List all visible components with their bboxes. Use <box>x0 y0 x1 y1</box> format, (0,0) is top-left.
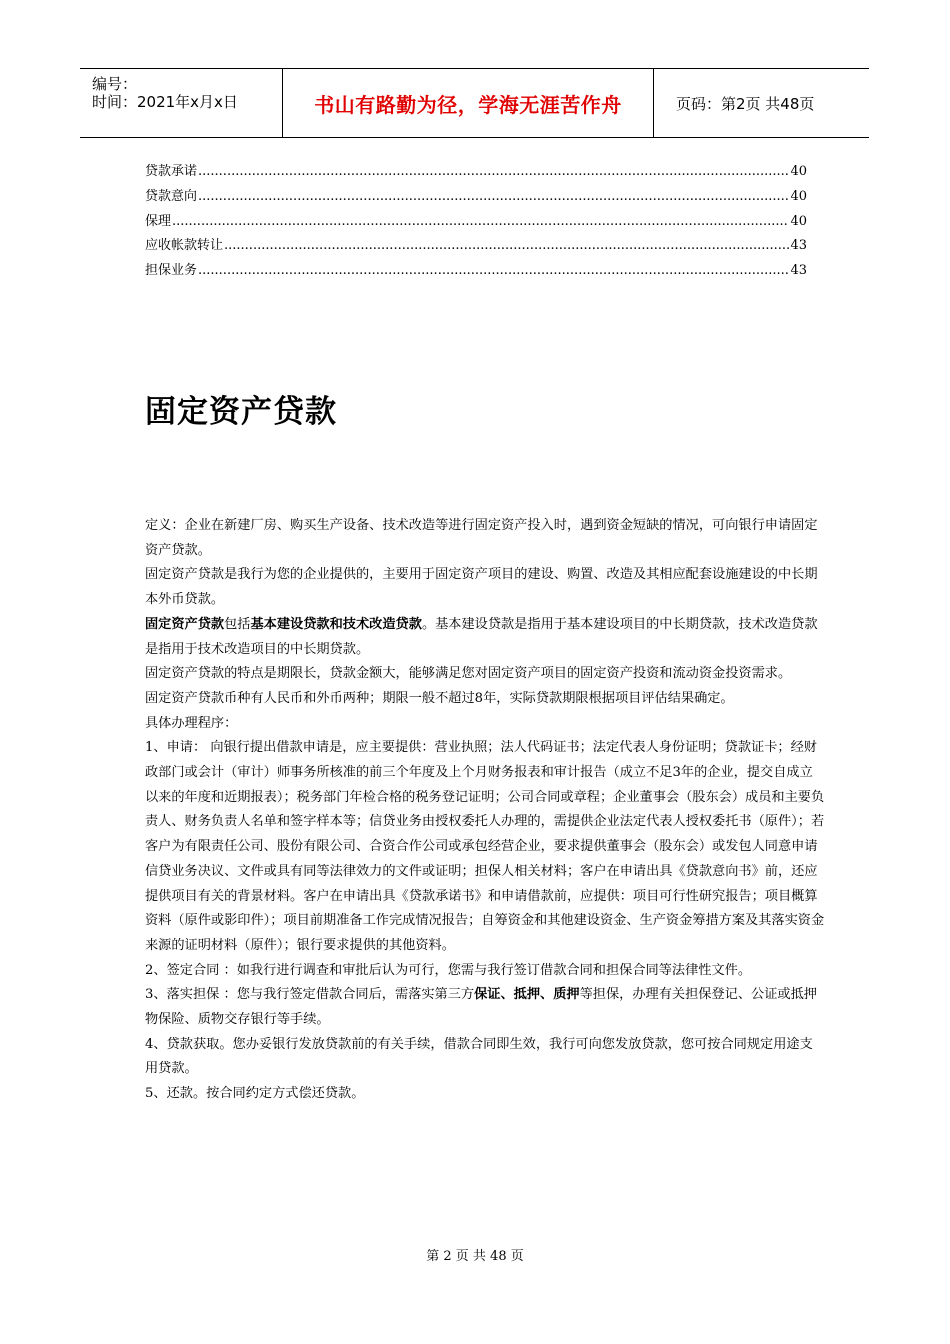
toc-leader <box>198 164 789 179</box>
bold-term: 保证、抵押、质押 <box>474 987 580 1003</box>
procedure-heading: 具体办理程序： <box>145 715 238 731</box>
date-label: 时间：2021年x月x日 <box>92 93 238 111</box>
toc-entry[interactable] <box>145 185 807 210</box>
bold-term: 基本建设贷款和技术改造贷款 <box>250 616 422 632</box>
toc-entry-page: 40 <box>790 164 807 179</box>
table-of-contents <box>145 160 807 284</box>
step-disbursement: 4、贷款获取。您办妥银行发放贷款前的有关手续，借款合同即生效，我行可向您发放贷款，您可按合同规定用途支用贷款。 <box>145 1036 813 1077</box>
description-paragraph: 固定资产贷款是我行为您的企业提供的，主要用于固定资产项目的建设、购置、改造及其相应配套设施建设的中长期本外币贷款。 <box>145 567 818 608</box>
definition-paragraph: 定义：企业在新建厂房、购买生产设备、技术改造等进行固定资产投入时，遇到资金短缺的情况，可向银行申请固定资产贷款。 <box>145 518 818 558</box>
toc-entry-page: 40 <box>790 213 807 229</box>
currency-paragraph: 固定资产贷款币种有人民币和外币两种；期限一般不超过8年，实际贷款期限根据项目评估结果确定。 <box>145 690 734 706</box>
toc-entry-title: 保理 <box>145 213 172 229</box>
toc-entry-title: 应收帐款转让 <box>145 238 224 254</box>
toc-entry-title: 担保业务 <box>145 263 198 279</box>
types-paragraph <box>145 613 825 662</box>
step-contract: 2、签定合同 ：如我行进行调查和审批后认为可行，您需与我行签订借款合同和担保合同等法律性文件。 <box>145 962 752 978</box>
step-guarantee <box>145 983 825 1032</box>
toc-entry[interactable] <box>145 259 807 284</box>
body-text <box>145 514 825 1107</box>
guarantee-text-a: 3、落实担保 ：您与我行签定借款合同后，需落实第三方 <box>145 987 475 1003</box>
number-label: 编号： <box>92 75 138 93</box>
guarantee-text-b: 等担保，办理有关担保登记、公证或抵押物保险、质物交存银行等手续。 <box>145 987 817 1028</box>
step-repayment: 5、还款。按合同约定方式偿还贷款。 <box>145 1086 365 1102</box>
header-motto: 书山有路勤为径，学海无涯苦作舟 <box>283 69 654 137</box>
section-title: 固定资产贷款 <box>145 394 337 430</box>
page-footer: 第 2 页 共 48 页 <box>426 1249 524 1264</box>
toc-entry[interactable] <box>145 210 807 235</box>
toc-leader <box>198 189 789 204</box>
types-connector: 包括 <box>224 616 251 632</box>
toc-entry-page: 43 <box>790 263 807 279</box>
bold-term: 固定资产贷款 <box>145 616 225 632</box>
toc-leader <box>224 238 789 253</box>
toc-entry-title: 贷款承诺 <box>145 164 198 179</box>
toc-entry-title: 贷款意向 <box>145 188 198 204</box>
toc-leader <box>198 263 789 278</box>
header-table <box>80 68 869 138</box>
toc-entry[interactable] <box>145 160 807 185</box>
toc-leader <box>172 214 789 229</box>
features-paragraph: 固定资产贷款的特点是期限长，贷款金额大，能够满足您对固定资产项目的固定资产投资和流动资金投资需求。 <box>145 666 792 682</box>
header-page-label <box>664 69 869 137</box>
header-meta-cell <box>80 69 283 137</box>
step-application: 1、申请： 向银行提出借款申请是，应主要提供：营业执照；法人代码证书；法定代表人身份证明；贷款证卡；经财政部门或会计（审计）师事务所核准的前三个年度及上个月财务报表和审计报告（成立不足3年的企业，提交自成立以来的年度和近期报表）；税务部门年检合格的税务登记证明；公司合同或章程；企业董事会（股东会）成员和主要负责人、财务负责人名单和签字样本等；信贷业务由授权委托人办理的，需提供企业法定代表人授权委托书（原件）；若客户为有限责任公司、股份有限公司、合资合作公司或承包经营企业，要求提供董事会（股东会）或发包人同意申请信贷业务决议、文件或具有同等法律效力的文件或证明；担保人相关材料；客户在申请出具《贷款意向书》前，还应提供项目有关的背景材料。客户在申请出具《贷款承诺书》和申请借款前，应提供：项目可行性研究报告；项目概算资料（原件或影印件）；项目前期准备工作完成情况报告；自筹资金和其他建设资金、生产资金筹措方案及其落实资金来源的证明材料（原件）；银行要求提供的其他资料。 <box>145 740 825 953</box>
page-label-text: 页码：第2页 共48页 <box>676 94 815 113</box>
toc-entry[interactable] <box>145 234 807 259</box>
types-rest: 。基本建设贷款是指用于基本建设项目的中长期贷款，技术改造贷款是指用于技术改造项目的中长期贷款。 <box>145 616 818 657</box>
toc-entry-page: 43 <box>790 238 807 254</box>
toc-entry-page: 40 <box>790 188 807 204</box>
